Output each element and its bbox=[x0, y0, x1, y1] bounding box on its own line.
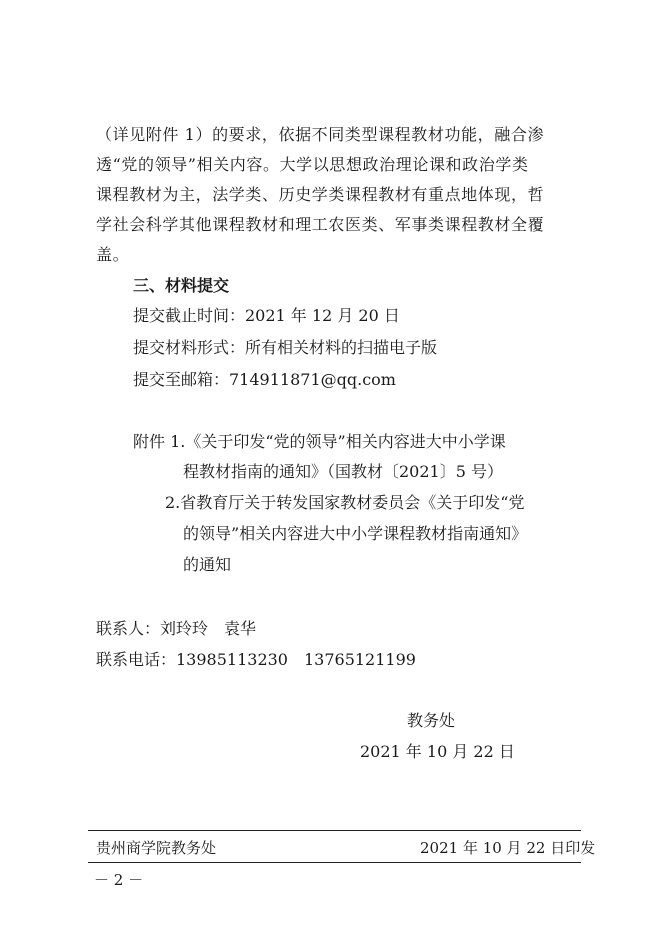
signature-office: 教务处 bbox=[407, 711, 456, 730]
email-line: 提交至邮箱：714911871@qq.com bbox=[133, 370, 396, 389]
paragraph-line: （详见附件 1）的要求，依据不同类型课程教材功能，融合渗 bbox=[96, 125, 545, 144]
attachment-2-line-3: 的通知 bbox=[183, 555, 232, 574]
page-number: － 2 － bbox=[94, 871, 144, 889]
contact-people: 联系人：刘玲玲 袁华 bbox=[96, 619, 257, 638]
body-paragraph bbox=[96, 120, 572, 270]
footer-print-date: 2021 年 10 月 22 日印发 bbox=[420, 839, 596, 857]
signature-date: 2021 年 10 月 22 日 bbox=[360, 742, 515, 761]
paragraph-line: 透“党的领导”相关内容。大学以思想政治理论课和政治学类 bbox=[96, 155, 529, 174]
footer-top-rule bbox=[88, 830, 581, 831]
attachment-1-line-2: 程教材指南的通知》（国教材〔2021〕5 号） bbox=[183, 462, 503, 481]
format-line: 提交材料形式：所有相关材料的扫描电子版 bbox=[133, 338, 438, 357]
section-heading: 三、材料提交 bbox=[133, 276, 230, 295]
contact-phones: 联系电话：13985113230 13765121199 bbox=[96, 650, 416, 669]
attachment-1-line-1: 附件 1.《关于印发“党的领导”相关内容进大中小学课 bbox=[133, 432, 506, 451]
deadline-line: 提交截止时间：2021 年 12 月 20 日 bbox=[133, 306, 400, 325]
attachment-2-line-1: 2.省教育厅关于转发国家教材委员会《关于印发“党 bbox=[165, 493, 525, 512]
paragraph-line: 课程教材为主，法学类、历史学类课程教材有重点地体现，哲 bbox=[96, 185, 545, 204]
paragraph-line: 盖。 bbox=[96, 245, 130, 264]
footer-issuer: 贵州商学院教务处 bbox=[96, 839, 217, 857]
footer-bottom-rule bbox=[88, 862, 581, 863]
attachment-2-line-2: 的领导”相关内容进大中小学课程教材指南通知》 bbox=[183, 524, 528, 543]
paragraph-line: 学社会科学其他课程教材和理工农医类、军事类课程教材全覆 bbox=[96, 215, 545, 234]
